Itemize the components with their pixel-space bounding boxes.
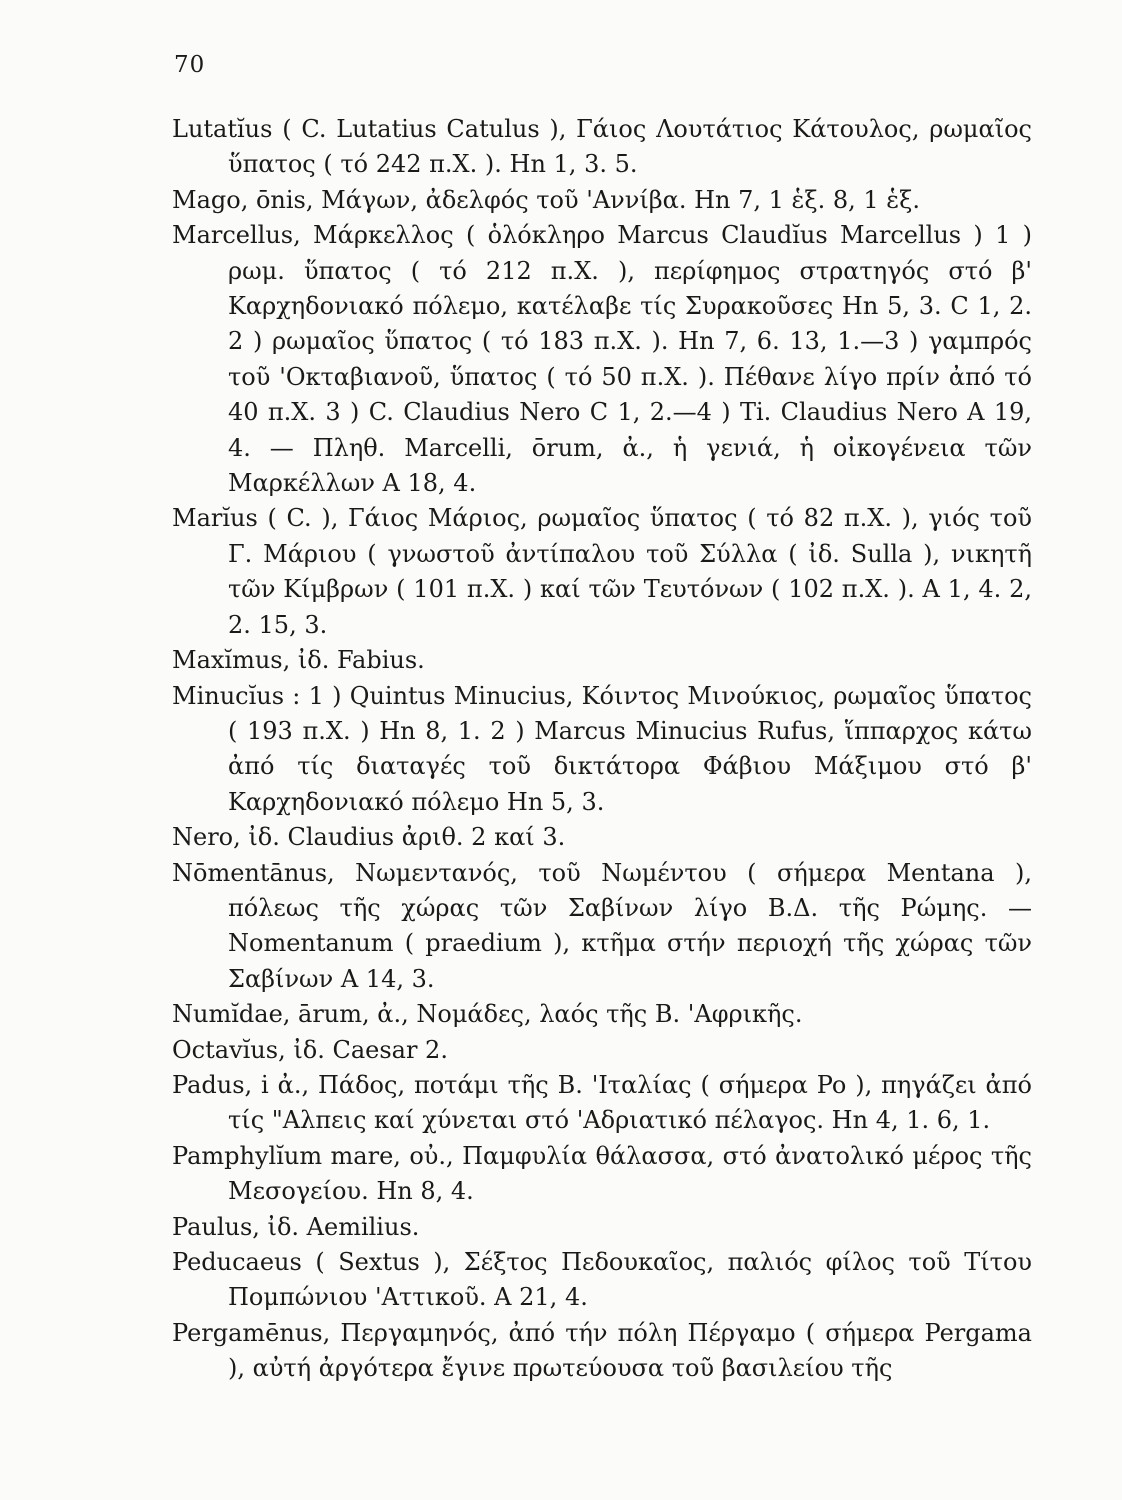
glossary-entry: Pergamēnus, Περγαμηνός, ἀπό τήν πόλη Πέργαμο ( σήμερα Pergama ), αὐτή ἀργότερα ἔγινε πρωτεύουσα τοῦ βασιλείου τῆς	[172, 1318, 1032, 1383]
glossary-entry: Mago, ōnis, Μάγων, ἀδελφός τοῦ 'Αννίβα. Hn 7, 1 ἑξ. 8, 1 ἑξ.	[172, 185, 921, 214]
glossary-entry: Nero, ἰδ. Claudius ἀριθ. 2 καί 3.	[172, 823, 566, 852]
glossary-entry: Minucĭus : 1 ) Quintus Minucius, Κόιντος Μινούκιος, ρωμαῖος ὕπατος ( 193 π.Χ. ) Hn 8, 1. 2 ) Marcus Minucius Rufus, ἵππαρχος κάτω ἀπό τίς διαταγές τοῦ δικτάτορα Φάβιου Μάξιμου στό β' Καρχηδονιακό πόλεμο Hn 5, 3.	[172, 681, 1032, 816]
page-number: 70	[174, 52, 206, 78]
glossary-entry: Peducaeus ( Sextus ), Σέξτος Πεδουκαῖος, παλιός φίλος τοῦ Τίτου Πομπώνιου 'Αττικοῦ. A 21, 4.	[172, 1248, 1032, 1312]
glossary-entry: Maxĭmus, ἰδ. Fabius.	[172, 646, 425, 675]
glossary-entry: Padus, i ἀ., Πάδος, ποτάμι τῆς Β. 'Ιταλίας ( σήμερα Po ), πηγάζει ἀπό τίς "Αλπεις καί χύνεται στό 'Αδριατικό πέλαγος. Hn 4, 1. 6, 1.	[172, 1070, 1032, 1135]
glossary-entry: Octavĭus, ἰδ. Caesar 2.	[172, 1035, 448, 1064]
glossary-entry: Marĭus ( C. ), Γάιος Μάριος, ρωμαῖος ὕπατος ( τό 82 π.Χ. ), γιός τοῦ Γ. Μάριου ( γνωστοῦ ἀντίπαλου τοῦ Σύλλα ( ἰδ. Sulla ), νικητῆ τῶν Κίμβρων ( 101 π.Χ. ) καί τῶν Τευτόνων ( 102 π.Χ. ). A 1, 4. 2, 2. 15, 3.	[172, 504, 1032, 639]
glossary-entry: Numĭdae, ārum, ἀ., Νομάδες, λαός τῆς Β. 'Αφρικῆς.	[172, 1000, 803, 1029]
glossary-entry: Pamphylĭum mare, οὐ., Παμφυλία θάλασσα, στό ἀνατολικό μέρος τῆς Μεσογείου. Hn 8, 4.	[172, 1141, 1032, 1206]
glossary-entry: Lutatĭus ( C. Lutatius Catulus ), Γάιος Λουτάτιος Κάτουλος, ρωμαῖος ὕπατος ( τό 242 π.Χ. ). Hn 1, 3. 5.	[172, 115, 1032, 179]
glossary-entries	[172, 112, 1032, 1387]
glossary-entry: Paulus, ἰδ. Aemilius.	[172, 1212, 420, 1241]
glossary-entry: Marcellus, Μάρκελλος ( ὁλόκληρο Marcus Claudĭus Marcellus ) 1 ) ρωμ. ὕπατος ( τό 212 π.Χ. ), περίφημος στρατηγός στό β' Καρχηδονιακό πόλεμο, κατέλαβε τίς Συρακοῦσες Hn 5, 3. C 1, 2. 2 ) ρωμαῖος ὕπατος ( τό 183 π.Χ. ). Hn 7, 6. 13, 1.—3 ) γαμπρός τοῦ 'Οκταβιανοῦ, ὕπατος ( τό 50 π.Χ. ). Πέθανε λίγο πρίν ἀπό τό 40 π.Χ. 3 ) C. Claudius Nero C 1, 2.—4 ) Ti. Claudius Nero A 19, 4. — Πληθ. Marcelli, ōrum, ἀ., ἡ γενιά, ἡ οἰκογένεια τῶν Μαρκέλλων A 18, 4.	[172, 221, 1032, 498]
glossary-entry: Nōmentānus, Νωμεντανός, τοῦ Νωμέντου ( σήμερα Mentana ), πόλεως τῆς χώρας τῶν Σαβίνων λίγο Β.Δ. τῆς Ρώμης. — Nomentanum ( praedium ), κτῆμα στήν περιοχή τῆς χώρας τῶν Σαβίνων A 14, 3.	[172, 858, 1032, 993]
